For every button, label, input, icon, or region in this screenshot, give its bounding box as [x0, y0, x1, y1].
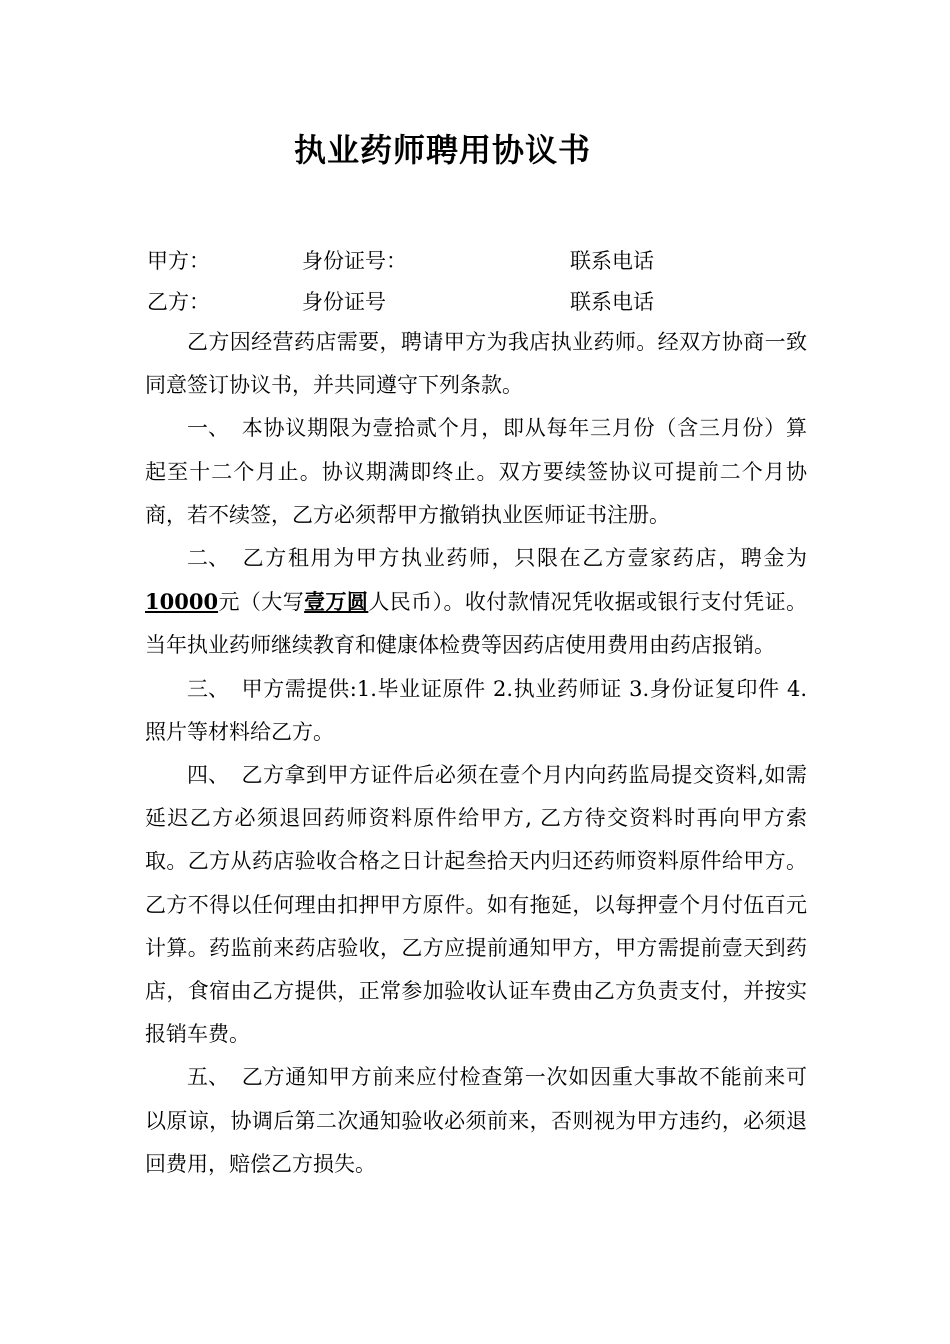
clause-number: 二、	[187, 546, 229, 571]
intro-paragraph: 乙方因经营药店需要，聘请甲方为我店执业药师。经双方协商一致同意签订协议书，并共同遵守下列条款。	[145, 330, 807, 398]
clause-text: 乙方租用为甲方执业药师，只限在乙方壹家药店，聘金为	[241, 546, 807, 571]
clause-text: 甲方需提供:1.毕业证原件 2.执业药师证 3.身份证复印件 4.照片等材料给乙方。	[145, 676, 807, 744]
party-b-label: 乙方：	[147, 290, 210, 314]
clause-5	[145, 1056, 807, 1186]
clause-text: 本协议期限为壹拾贰个月，即从每年三月份（含三月份）算起至十二个月止。协议期满即终止。双方要续签协议可提前二个月协商，若不续签，乙方必须帮甲方撤销执业医师证书注册。	[145, 416, 807, 527]
clause-4	[145, 754, 807, 1056]
document-title: 执业药师聘用协议书	[293, 131, 591, 169]
party-b-phone-label: 联系电话	[570, 290, 654, 314]
clause-number: 一、	[187, 416, 229, 441]
clause-text: 乙方拿到甲方证件后必须在壹个月内向药监局提交资料,如需延迟乙方必须退回药师资料原件给甲方, 乙方待交资料时再向甲方索取。乙方从药店验收合格之日计起叁拾天内归还药师资料原件给甲方。乙方不得以任何理由扣押甲方原件。如有拖延，以每押壹个月付伍百元计算。药监前来药店验收，乙方应提前通知甲方，甲方需提前壹天到药店，食宿由乙方提供，正常参加验收认证车费由乙方负责支付，并按实报销车费。	[145, 763, 807, 1047]
party-a-id-label: 身份证号：	[302, 249, 407, 273]
clause-2	[145, 537, 807, 668]
party-b-row	[147, 287, 847, 317]
clause-number: 四、	[187, 763, 229, 788]
party-a-phone-label: 联系电话	[570, 249, 654, 273]
party-a-row	[147, 246, 847, 276]
clause-number: 三、	[187, 676, 229, 701]
clause-text: 人民币）。收付款情况凭收据或银行支付凭证。当年执业药师继续教育和健康体检费等因药店使用费用由药店报销。	[145, 590, 808, 658]
agreement-body	[145, 321, 807, 1186]
clause-text: 乙方通知甲方前来应付检查第一次如因重大事故不能前来可以原谅，协调后第二次通知验收必须前来，否则视为甲方违约，必须退回费用，赔偿乙方损失。	[145, 1065, 807, 1176]
clause-number: 五、	[187, 1065, 229, 1090]
clause-1	[145, 407, 807, 537]
party-b-id-label: 身份证号	[302, 290, 386, 314]
clause-text: 元（大写	[218, 590, 305, 615]
fee-amount: 10000	[145, 589, 219, 615]
fee-amount-words: 壹万圆	[304, 589, 369, 615]
party-a-label: 甲方：	[147, 249, 210, 273]
clause-3	[145, 668, 807, 754]
